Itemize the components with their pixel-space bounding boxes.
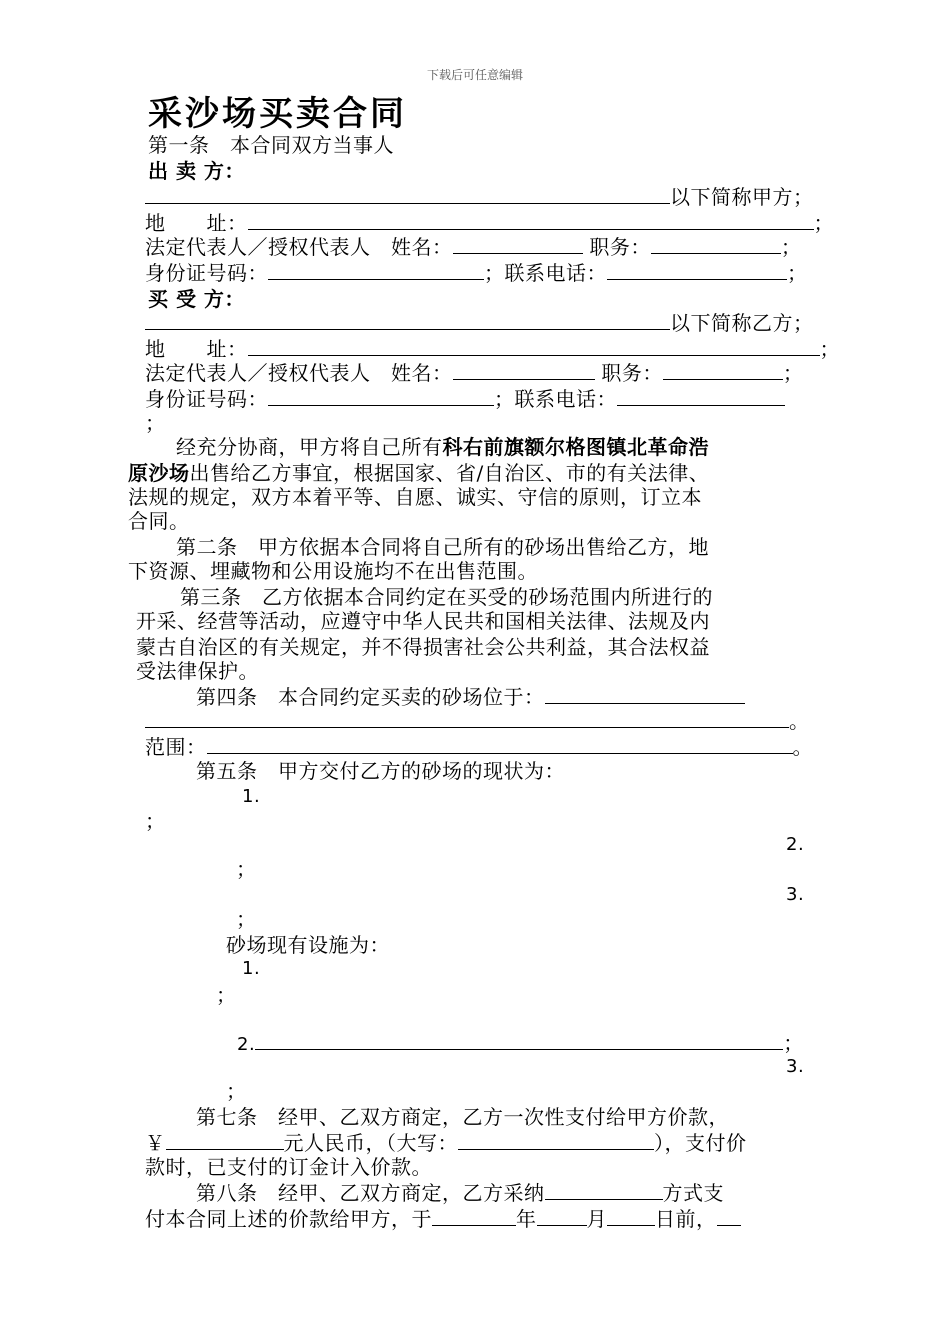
status-item-3-end: ； xyxy=(236,907,257,931)
scope-label: 范围： xyxy=(145,735,207,759)
buyer-address-blank[interactable] xyxy=(248,336,820,356)
sand-field-name: 科右前旗额尔格图镇北革命浩 xyxy=(442,435,709,459)
location-blank[interactable] xyxy=(545,684,745,704)
seller-phone-blank[interactable] xyxy=(607,260,787,280)
buyer-id-blank[interactable] xyxy=(268,386,494,406)
seller-alias: 以下简称甲方； xyxy=(670,185,814,209)
status-item-2: 2. xyxy=(786,834,805,855)
facility-item-2-line: 2. ； xyxy=(237,1031,804,1055)
seller-rep-name-blank[interactable] xyxy=(453,234,583,254)
buyer-rep-line: 法定代表人／授权代表人 姓名： 职务： ； xyxy=(145,361,804,385)
seller-address-line: 地 址： ； xyxy=(145,211,834,235)
buyer-label: 买 受 方： xyxy=(148,287,245,311)
page-title: 采沙场买卖合同 xyxy=(148,94,407,134)
facility-item-3: 3. xyxy=(786,1056,805,1077)
buyer-name-blank[interactable] xyxy=(145,310,670,330)
yen-sign: ￥ xyxy=(145,1131,166,1155)
intro-line-2: 原沙场出售给乙方事宜，根据国家、省/自治区、市的有关法律、 xyxy=(128,461,710,485)
intro-line-3: 法规的规定，双方本着平等、自愿、诚实、守信的原则，订立本 xyxy=(128,485,702,509)
seller-name-line xyxy=(145,184,814,210)
price-uppercase-blank[interactable] xyxy=(458,1130,654,1150)
seller-label: 出 卖 方： xyxy=(148,159,245,183)
trailing-blank[interactable] xyxy=(717,1206,741,1226)
article-8-line-2: 付本合同上述的价款给甲方，于 年 月 日前， xyxy=(145,1206,741,1232)
article-7-line-2: ￥ 元人民币，（大写： ），支付价 xyxy=(145,1131,747,1155)
phone-label: ；联系电话： xyxy=(484,261,607,285)
header-note: 下载后可任意编辑 xyxy=(426,68,523,82)
article-3-line-4: 受法律保护。 xyxy=(136,659,259,683)
article-3-line-2: 开采、经营等活动，应遵守中华人民共和国相关法律、法规及内 xyxy=(136,609,710,633)
buyer-id-line: 身份证号码： ；联系电话： xyxy=(145,386,785,412)
seller-name-blank[interactable] xyxy=(145,184,670,204)
seller-rep-line: 法定代表人／授权代表人 姓名： 职务： ； xyxy=(145,235,802,259)
status-item-1: 1. xyxy=(242,786,261,807)
article-5-line: 第五条 甲方交付乙方的砂场的现状为： xyxy=(196,759,565,783)
article-8-line-1: 第八条 经甲、乙双方商定，乙方采纳 方式支 xyxy=(196,1181,724,1205)
id-label: 身份证号码： xyxy=(145,261,268,285)
location-continuation: 。 xyxy=(145,708,810,734)
facility-item-3-end: ； xyxy=(226,1079,247,1103)
buyer-position-blank[interactable] xyxy=(663,360,783,380)
day-blank[interactable] xyxy=(607,1206,655,1226)
buyer-id-semicolon: ； xyxy=(145,411,166,435)
seller-id-line: 身份证号码： ；联系电话： ； xyxy=(145,261,808,285)
payment-method-blank[interactable] xyxy=(545,1180,663,1200)
year-blank[interactable] xyxy=(432,1206,516,1226)
seller-id-blank[interactable] xyxy=(268,260,484,280)
scope-blank[interactable] xyxy=(207,734,793,754)
article-2-line-2: 下资源、埋藏物和公用设施均不在出售范围。 xyxy=(128,559,538,583)
status-item-2-end: ； xyxy=(236,857,257,881)
article-7-line-3: 款时，已支付的订金计入价款。 xyxy=(145,1155,432,1179)
article-4-line: 第四条 本合同约定买卖的砂场位于： xyxy=(196,684,745,710)
address-label: 地 址： xyxy=(145,211,248,235)
status-item-3: 3. xyxy=(786,884,805,905)
facility-item-1: 1. xyxy=(242,958,261,979)
article-3-line-3: 蒙古自治区的有关规定，并不得损害社会公共利益，其合法权益 xyxy=(136,635,710,659)
seller-position-blank[interactable] xyxy=(651,234,781,254)
scope-line: 范围： 。 xyxy=(145,735,813,759)
buyer-rep-name-blank[interactable] xyxy=(453,360,595,380)
intro-line-1: 经充分协商，甲方将自己所有科右前旗额尔格图镇北革命浩 xyxy=(176,435,709,459)
price-blank[interactable] xyxy=(166,1130,284,1150)
buyer-phone-blank[interactable] xyxy=(617,386,785,406)
article-7-line-1: 第七条 经甲、乙双方商定，乙方一次性支付给甲方价款， xyxy=(196,1105,729,1129)
facility-item-2-blank[interactable] xyxy=(255,1030,783,1050)
buyer-name-line xyxy=(145,310,814,336)
facilities-heading: 砂场现有设施为： xyxy=(226,933,390,957)
article-3-line-1: 第三条 乙方依据本合同约定在买受的砂场范围内所进行的 xyxy=(180,585,713,609)
location-blank-2[interactable] xyxy=(145,708,789,728)
rep-label: 法定代表人／授权代表人 姓名： xyxy=(145,235,453,259)
buyer-address-line: 地 址： ； xyxy=(145,337,840,361)
intro-line-4: 合同。 xyxy=(128,509,190,533)
seller-address-blank[interactable] xyxy=(248,210,814,230)
article-2-line-1: 第二条 甲方依据本合同将自己所有的砂场出售给乙方，地 xyxy=(176,535,709,559)
status-item-1-end: ； xyxy=(145,809,166,833)
buyer-alias: 以下简称乙方； xyxy=(670,311,814,335)
month-blank[interactable] xyxy=(537,1206,587,1226)
position-label: 职务： xyxy=(589,235,651,259)
facility-item-1-end: ； xyxy=(216,983,237,1007)
article-1-heading: 第一条 本合同双方当事人 xyxy=(148,133,394,157)
